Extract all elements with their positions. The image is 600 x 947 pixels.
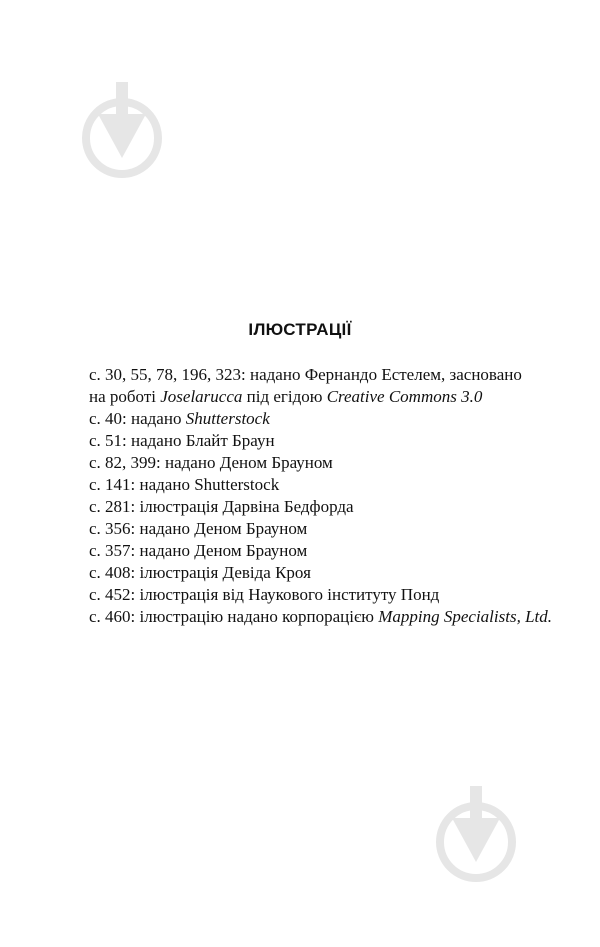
credit-source-italic: Mapping Specialists, Ltd. [378, 607, 552, 626]
credit-text: на роботі [89, 387, 161, 406]
credit-source-italic: Shutterstock [185, 409, 270, 428]
credit-text: під егідою [242, 387, 327, 406]
credit-license-italic: Creative Commons 3.0 [326, 387, 483, 406]
credit-line: с. 30, 55, 78, 196, 323: надано Фернандо Естелем, засновано [89, 365, 522, 384]
credit-text: с. 40: надано [89, 409, 186, 428]
credit-line: с. 356: надано Деном Брауном [89, 519, 308, 538]
credit-line: с. 82, 399: надано Деном Брауном [89, 453, 333, 472]
credit-line [89, 606, 559, 628]
credit-text: с. 460: ілюстрацію надано корпорацією [89, 607, 379, 626]
credit-line: с. 281: ілюстрація Дарвіна Бедфорда [89, 497, 354, 516]
credit-line: с. 408: ілюстрація Девіда Кроя [89, 563, 311, 582]
page-title: ІЛЮСТРАЦІЇ [248, 320, 352, 339]
credit-line [89, 386, 559, 408]
illustration-credits-list [89, 364, 559, 628]
credit-line [89, 408, 559, 430]
credit-source-italic: Joselarucca [160, 387, 243, 406]
download-arrow-icon [80, 80, 164, 180]
credit-line: с. 51: надано Блайт Браун [89, 431, 275, 450]
credit-line: с. 141: надано Shutterstock [89, 475, 280, 494]
credit-line: с. 357: надано Деном Брауном [89, 541, 308, 560]
download-arrow-icon [434, 784, 518, 884]
credit-line: с. 452: ілюстрація від Наукового інституту Понд [89, 585, 440, 604]
